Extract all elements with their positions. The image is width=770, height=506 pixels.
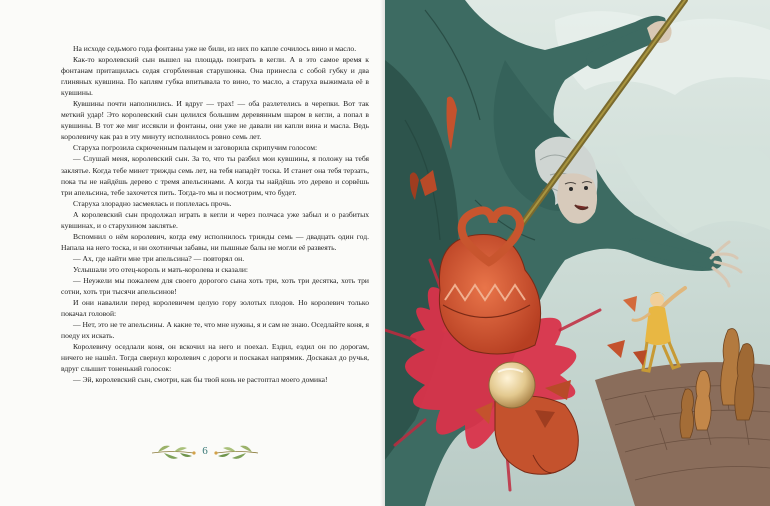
- page-number: 6: [202, 445, 208, 457]
- paragraph: Старуха погрозила скрюченным пальцем и заговорила скрипучим голосом:: [73, 143, 318, 153]
- paragraph: Королевичу оседлали коня, он вскочил на него и поехал. Ездил, ездил он по дорогам, ничего не нашёл. Тогда свернул королевич с дороги и поскакал напрямик. Доскакал до ручья, вдруг слышит тоненький голосок:: [61, 342, 369, 374]
- story-text: [61, 43, 369, 385]
- paragraph: — Ах, где найти мне три апельсина? — повторял он.: [73, 253, 245, 263]
- witch-broken-jugs-illustration: [385, 0, 770, 506]
- paragraph: — Слушай меня, королевский сын. За то, что ты разбил мои кувшины, я положу на тебя заклятье. Когда тебе минет трижды семь лет, на тебя нападёт тоска. И станет она тебя терзать, пока ты не найдёшь дерево с тремя апельсинами. А когда ты найдёшь это дерево и сорвёшь три апельсина, тебе захочется пить. Тогда-то мы и посмотрим, что будет.: [61, 154, 369, 197]
- paragraph: Старуха злорадно засмеялась и поплелась прочь.: [73, 198, 232, 208]
- paragraph: — Неужели мы пожалеем для своего дорогого сына хоть три, хоть три десятка, хоть три сотни, хоть три тысячи апельсинов!: [61, 275, 369, 297]
- paragraph: — Нет, это не те апельсины. А какие те, что мне нужны, я и сам не знаю. Оседлайте коня, я поеду их искать.: [61, 320, 369, 341]
- paragraph: — Эй, королевский сын, смотри, как бы твой конь не растоптал моего домика!: [73, 375, 328, 385]
- story-illustration: [385, 0, 770, 506]
- paragraph: Как-то королевский сын вышел на площадь поиграть в кегли. А в это самое время к фонтанам притащилась седая сгорбленная старушонка. Она принесла с собой губку и два глиняных кувшина. По каплям губка впитывала то вино, то масло, а старуха выжимала её в кувшины.: [61, 55, 369, 98]
- paragraph: А королевский сын продолжал играть в кегли и через полчаса уже забыл и о разбитых кувшинах, и о старухином заклятье.: [61, 209, 369, 230]
- paragraph: Кувшины почти наполнились. И вдруг — трах! — оба разлетелись в черепки. Вот так меткий удар! Это королевский сын целился большим деревянным шаром в кегли, а попал в кувшины. В тот же миг иссякли и фонтаны, они уже не давали ни капли вина и масла. Ведь королевичу как раз в эту минуту исполнилось ровно семь лет.: [61, 99, 369, 142]
- paragraph: На исходе седьмого года фонтаны уже не били, из них по капле сочилось вино и масло.: [73, 44, 357, 53]
- paragraph: И они навалили перед королевичем целую гору золотых плодов. Но королевич только покачал головой:: [61, 298, 369, 319]
- paragraph: Вспомнил о нём королевич, когда ему исполнилось трижды семь — двадцать один год. Напала на него тоска, и ни охотничьи забавы, ни пышные балы не могли её развеять.: [61, 231, 369, 252]
- paragraph: Услышали это отец-король и мать-королева и сказали:: [73, 264, 249, 274]
- page-number-ornament: [150, 440, 260, 464]
